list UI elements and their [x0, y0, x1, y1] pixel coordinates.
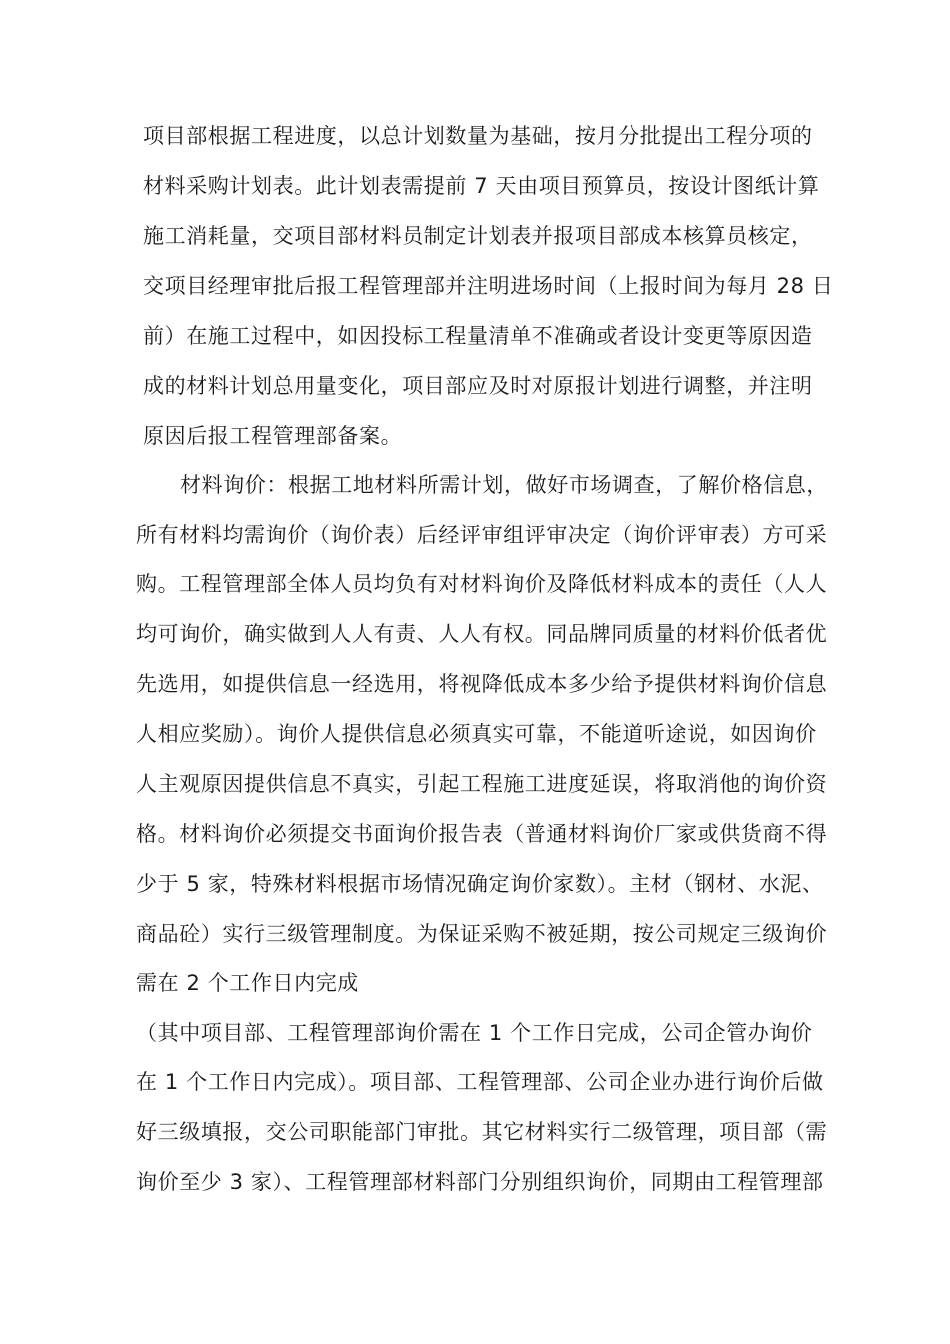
text-line: 所有材料均需询价（询价表）后经评审组评审决定（询价评审表）方可采: [136, 523, 828, 547]
text-line: 需在 2 个工作日内完成: [136, 971, 359, 995]
text-line: 商品砼）实行三级管理制度。为保证采购不被延期，按公司规定三级询价: [136, 922, 828, 946]
text-line: 均可询价，确实做到人人有责、人人有权。同品牌同质量的材料价低者优: [136, 622, 828, 646]
text-line: 施工消耗量，交项目部材料员制定计划表并报项目部成本核算员核定，: [143, 224, 813, 248]
text-line: 交项目经理审批后报工程管理部并注明进场时间（上报时间为每月 28 日: [143, 274, 834, 298]
text-line: 好三级填报，交公司职能部门审批。其它材料实行二级管理，项目部（需: [136, 1120, 828, 1144]
text-line: 购。工程管理部全体人员均负有对材料询价及降低材料成本的责任（人人: [136, 572, 828, 596]
text-line: 项目部根据工程进度，以总计划数量为基础，按月分批提出工程分项的: [143, 124, 813, 148]
text-line: 材料询价：根据工地材料所需计划，做好市场调查，了解价格信息，: [180, 473, 828, 497]
text-line: 人主观原因提供信息不真实，引起工程施工进度延误，将取消他的询价资: [136, 772, 828, 796]
text-line: 询价至少 3 家）、工程管理部材料部门分别组织询价，同期由工程管理部: [136, 1170, 824, 1194]
text-line: （其中项目部、工程管理部询价需在 1 个工作日完成，公司企管办询价: [136, 1021, 813, 1045]
text-line: 先选用，如提供信息一经选用，将视降低成本多少给予提供材料询价信息: [136, 672, 828, 696]
text-line: 人相应奖励）。询价人提供信息必须真实可靠，不能道听途说，如因询价: [136, 722, 817, 746]
text-line: 格。材料询价必须提交书面询价报告表（普通材料询价厂家或供货商不得: [136, 822, 828, 846]
text-line: 少于 5 家，特殊材料根据市场情况确定询价家数）。主材（钢材、水泥、: [136, 872, 824, 896]
text-line: 前）在施工过程中，如因投标工程量清单不准确或者设计变更等原因造: [143, 324, 813, 348]
text-line: 材料采购计划表。此计划表需提前 7 天由项目预算员，按设计图纸计算: [143, 174, 820, 198]
text-line: 成的材料计划总用量变化，项目部应及时对原报计划进行调整，并注明: [143, 374, 813, 398]
text-line: 原因后报工程管理部备案。: [143, 424, 403, 448]
text-line: 在 1 个工作日内完成）。项目部、工程管理部、公司企业办进行询价后做: [136, 1070, 824, 1094]
